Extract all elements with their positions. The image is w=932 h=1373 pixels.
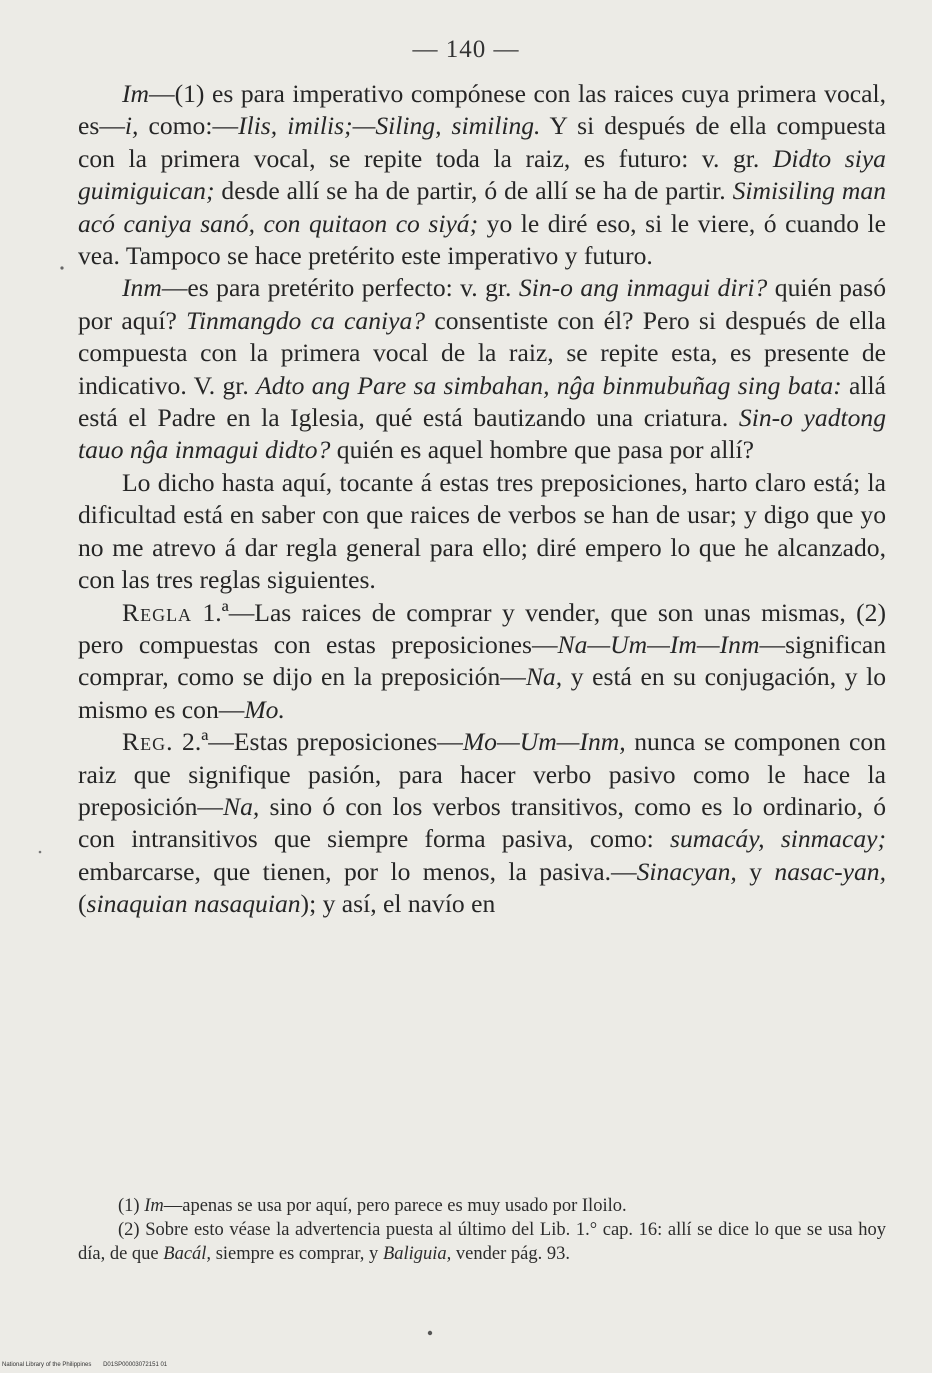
text-run: y está en su conjugación, y lo mismo es con— [78,662,887,724]
text-run: quién es aquel hombre que pasa por allí? [330,435,754,465]
italic-run: Sinacyan, [636,856,737,886]
text-run: 1.ª—Las raices de comprar y vender, que son unas mismas, (2) pero compuestas con estas preposiciones— [78,597,886,659]
italic-run: Mo. [244,694,285,724]
text-run: —significan comprar, como se dijo en la preposición— [78,629,886,692]
text-run: consentiste con él? Pero si después de ella compuesta con la primera vocal de la raiz, se repite esta, es presente de indicativo. V. gr. [78,305,886,400]
text-run: ); y así, el navío en [300,889,496,919]
text-run: 2.ª—Estas preposiciones— [173,727,463,757]
text-run: allá está el Padre en la Iglesia, qué está bautizando una criatura. [78,370,886,433]
text-run: quién pasó por aquí? [78,273,886,335]
scan-credit-library: National Library of the Philippines [2,1362,92,1368]
italic-run: Sin-o yadtong tauo nĝa inmagui didto? [78,403,887,465]
italic-run: Didto siya guimiguican; [78,143,886,206]
text-run: Y si después de ella compuesta con la primera vocal, se repite toda la raiz, es futuro: v. gr. [78,111,886,173]
text-run: y [736,856,775,886]
page-number: — 140 — [412,36,520,63]
text-run: Lo dicho hasta aquí, tocante á estas tres preposiciones, harto claro está; la dificultad está en saber con que raices de verbos se han de usar; y digo que yo no me atrevo á dar regla general para ello; diré empero lo que he alcanzado, con las tres reglas siguientes. [78,467,886,595]
italic-run: Inm [122,273,162,303]
text-run: vender pág. 93. [451,1244,570,1264]
scan-dot [60,266,63,269]
text-run: siempre es comprar, y [211,1244,383,1264]
italic-run: Adto ang Pare sa simbahan, nĝa binmubuñag sing bata: [256,370,842,400]
text-run: —apenas se usa por aquí, pero parece es muy usado por Iloilo. [163,1196,627,1216]
text-run: —es para pretérito perfecto: v. gr. [161,273,519,303]
scan-dot [39,851,42,854]
italic-run: Ilis, imilis;—Siling, similing. [238,111,541,141]
italic-run: Na, [223,791,260,821]
text-run: nunca se componen con raiz que signifique pasión, para hacer verbo pasivo como le hace la preposición— [78,727,886,821]
italic-run: i, [124,111,139,141]
italic-run: Bacál, [163,1244,212,1264]
smallcaps-run: Regla [122,597,193,627]
text-run: (2) Sobre esto véase la advertencia puesta al último del Lib. 1.° cap. 16: allí se dice lo que se usa hoy día, de que [78,1220,886,1264]
text-run: yo le diré eso, si le viere, ó cuando le vea. Tampoco se hace pretérito este imperativo y futuro. [78,208,886,271]
text-run: (1) [118,1196,145,1216]
italic-run: Mo—Um—Inm, [462,727,626,757]
text-run: desde allí se ha de partir, ó de allí se ha de partir. [214,176,733,206]
scan-credit [2,1362,177,1368]
italic-run: Simisiling man acó caniya sanó, con quitaon co siyá; [78,176,886,238]
italic-run: Im [122,79,150,108]
italic-run: Im [144,1196,164,1216]
italic-run: Sin-o ang inmagui diri? [518,273,768,303]
italic-run: Baliguia, [382,1244,452,1264]
italic-run: Tinmangdo ca caniya? [186,305,426,335]
text-run: embarcarse, que tienen, por lo menos, la pasiva.— [78,856,637,886]
scan-dot [428,1331,432,1335]
text-run: sino ó con los verbos transitivos, como es lo ordinario, ó con intransitivos que siempre forma pasiva, como: [78,791,886,854]
italic-run: Na, [525,662,563,692]
text-run: ( [78,889,87,919]
italic-run: nasac-yan, [774,856,886,886]
smallcaps-run: Reg. [122,727,174,757]
italic-run: sumacáy, sinmacay; [670,824,886,854]
scan-credit-id: D01SP00003072151 01 [103,1362,168,1368]
italic-run: sinaquian nasaquian [86,889,301,919]
text-run: —(1) es para imperativo compónese con las raices cuya primera vocal, es— [78,79,886,141]
italic-run: Na—Um—Im—Inm [557,629,760,659]
text-run: como:— [138,111,239,141]
